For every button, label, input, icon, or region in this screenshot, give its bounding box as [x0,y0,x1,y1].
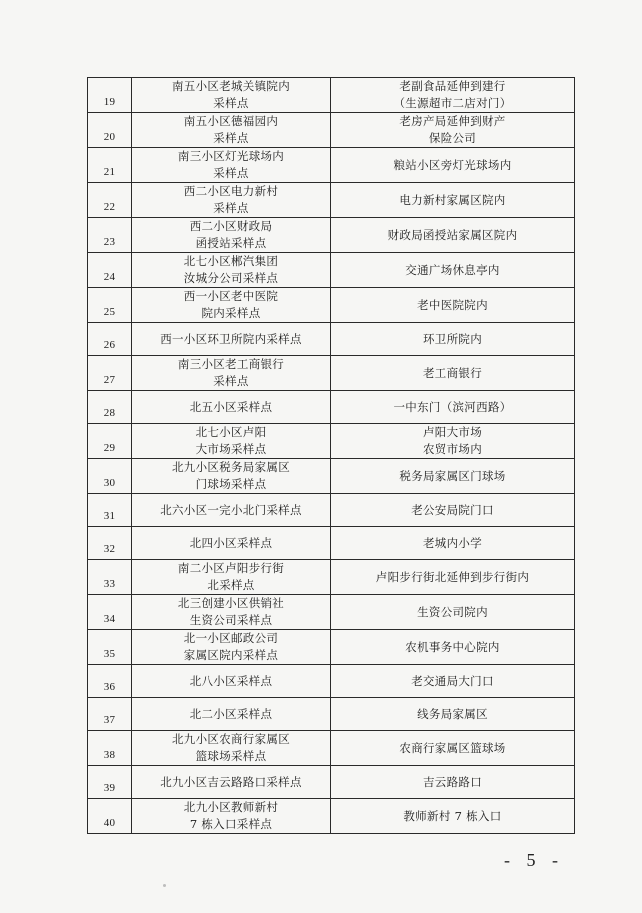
sampling-site-cell: 北五小区采样点 [132,391,331,424]
row-number-cell: 40 [88,799,132,834]
table-row [88,253,575,288]
row-number-cell: 24 [88,253,132,288]
location-cell: 农机事务中心院内 [331,630,575,665]
table-row [88,424,575,459]
table-row [88,78,575,113]
table-row [88,113,575,148]
location-cell: 线务局家属区 [331,698,575,731]
sampling-site-cell: 北八小区采样点 [132,665,331,698]
location-cell: 卢阳步行街北延伸到步行街内 [331,560,575,595]
location-cell: 财政局函授站家属区院内 [331,218,575,253]
location-cell: 电力新村家属区院内 [331,183,575,218]
location-cell: 老工商银行 [331,356,575,391]
location-cell: 老交通局大门口 [331,665,575,698]
row-number-cell: 38 [88,731,132,766]
table-row [88,148,575,183]
sampling-site-cell: 北三创建小区供销社 生资公司采样点 [132,595,331,630]
sampling-site-cell: 北四小区采样点 [132,527,331,560]
sampling-site-cell: 西二小区财政局 函授站采样点 [132,218,331,253]
table-row [88,731,575,766]
location-cell: 老中医院院内 [331,288,575,323]
table-row [88,459,575,494]
location-cell: 环卫所院内 [331,323,575,356]
table-row [88,356,575,391]
row-number-cell: 25 [88,288,132,323]
sampling-site-cell: 西一小区环卫所院内采样点 [132,323,331,356]
row-number-cell: 33 [88,560,132,595]
row-number-cell: 28 [88,391,132,424]
table-row [88,183,575,218]
sampling-site-cell: 南五小区老城关镇院内 采样点 [132,78,331,113]
location-cell: 农商行家属区篮球场 [331,731,575,766]
row-number-cell: 19 [88,78,132,113]
scan-speck [163,884,166,887]
row-number-cell: 22 [88,183,132,218]
location-cell: 一中东门（滨河西路） [331,391,575,424]
row-number-cell: 31 [88,494,132,527]
sampling-site-cell: 北九小区税务局家属区 门球场采样点 [132,459,331,494]
sampling-site-cell: 北七小区郴汽集团 汝城分公司采样点 [132,253,331,288]
table-row [88,630,575,665]
row-number-cell: 34 [88,595,132,630]
row-number-cell: 37 [88,698,132,731]
sampling-sites-table [87,77,575,834]
location-cell: 粮站小区旁灯光球场内 [331,148,575,183]
sampling-site-cell: 南五小区德福园内 采样点 [132,113,331,148]
sampling-site-cell: 北二小区采样点 [132,698,331,731]
sampling-site-cell: 南三小区老工商银行 采样点 [132,356,331,391]
sampling-site-cell: 北九小区农商行家属区 篮球场采样点 [132,731,331,766]
location-cell: 老城内小学 [331,527,575,560]
table-row [88,799,575,834]
table-row [88,391,575,424]
row-number-cell: 35 [88,630,132,665]
location-cell: 老副食品延伸到建行 （生源超市二店对门） [331,78,575,113]
location-cell: 生资公司院内 [331,595,575,630]
table-row [88,288,575,323]
sampling-site-cell: 西二小区电力新村 采样点 [132,183,331,218]
location-cell: 老房产局延伸到财产 保险公司 [331,113,575,148]
table-row [88,698,575,731]
location-cell: 老公安局院门口 [331,494,575,527]
table-row [88,527,575,560]
table-row [88,766,575,799]
table-row [88,218,575,253]
row-number-cell: 27 [88,356,132,391]
row-number-cell: 29 [88,424,132,459]
table-row [88,494,575,527]
sampling-site-cell: 北一小区邮政公司 家属区院内采样点 [132,630,331,665]
row-number-cell: 30 [88,459,132,494]
location-cell: 吉云路路口 [331,766,575,799]
row-number-cell: 26 [88,323,132,356]
location-cell: 交通广场休息亭内 [331,253,575,288]
sampling-site-cell: 西一小区老中医院 院内采样点 [132,288,331,323]
row-number-cell: 36 [88,665,132,698]
sampling-site-cell: 北九小区吉云路路口采样点 [132,766,331,799]
sampling-site-cell: 北六小区一完小北门采样点 [132,494,331,527]
row-number-cell: 39 [88,766,132,799]
page-number: - 5 - [504,850,564,870]
table-row [88,665,575,698]
table-row [88,560,575,595]
sampling-site-cell: 北七小区卢阳 大市场采样点 [132,424,331,459]
table-row [88,323,575,356]
table-row [88,595,575,630]
sampling-site-cell: 南三小区灯光球场内 采样点 [132,148,331,183]
sampling-site-cell: 南二小区卢阳步行街 北采样点 [132,560,331,595]
sampling-site-cell: 北九小区教师新村 7 栋入口采样点 [132,799,331,834]
location-cell: 卢阳大市场 农贸市场内 [331,424,575,459]
row-number-cell: 20 [88,113,132,148]
location-cell: 税务局家属区门球场 [331,459,575,494]
table-body [88,78,575,834]
row-number-cell: 32 [88,527,132,560]
location-cell: 教师新村 7 栋入口 [331,799,575,834]
row-number-cell: 23 [88,218,132,253]
row-number-cell: 21 [88,148,132,183]
